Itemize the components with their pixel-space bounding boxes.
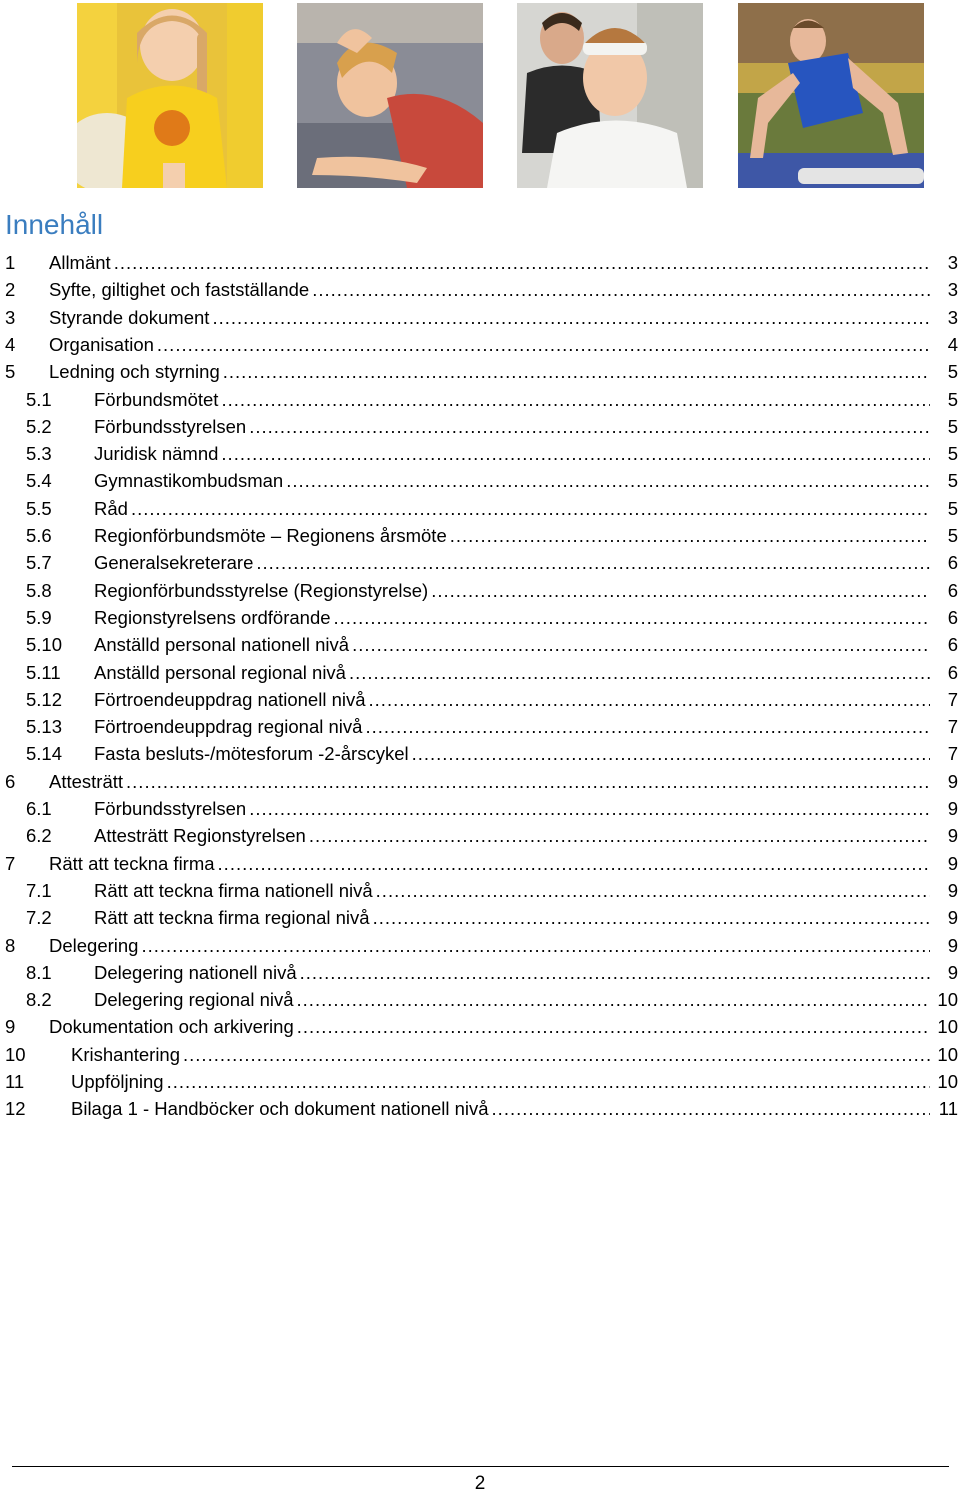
toc-entry[interactable] <box>0 822 960 849</box>
toc-entry-title[interactable]: Förbundsstyrelsen <box>94 415 247 437</box>
photo-woman-stretching <box>297 3 483 188</box>
toc-entry[interactable] <box>0 522 960 549</box>
toc-entry-number: 7.1 <box>26 879 52 901</box>
toc-entry-page: 9 <box>947 907 958 929</box>
toc-entry-leader <box>94 467 932 494</box>
toc-entry-number: 6 <box>5 770 16 792</box>
toc-entry-leader <box>94 877 932 904</box>
toc-entry-leader <box>94 604 932 631</box>
toc-entry-leader <box>94 495 932 522</box>
toc-entry-page: 9 <box>947 879 958 901</box>
toc-dot-leader <box>221 386 930 413</box>
toc-dot-leader <box>349 659 930 686</box>
toc-entry-page: 7 <box>947 716 958 738</box>
toc-entry-page: 10 <box>937 1071 958 1092</box>
toc-dot-leader <box>373 904 930 931</box>
toc-entry-title[interactable]: Delegering regional nivå <box>94 989 294 1011</box>
toc-entry-page: 9 <box>947 770 958 792</box>
toc-entry-page: 9 <box>947 852 958 874</box>
toc-entry[interactable] <box>0 249 960 276</box>
toc-entry-leader <box>94 659 932 686</box>
toc-entry-page: 5 <box>947 525 958 546</box>
toc-entry-number: 9 <box>5 1016 16 1038</box>
toc-entry-leader <box>49 358 932 385</box>
page-number: 2 <box>474 1473 486 1494</box>
toc-entry-number: 8 <box>5 934 16 956</box>
toc-entry-page: 9 <box>947 961 958 983</box>
toc-entry-leader <box>94 713 932 740</box>
toc-entry-page: 5 <box>947 388 958 410</box>
toc-entry-leader <box>94 386 932 413</box>
toc-dot-leader <box>365 713 930 740</box>
toc-entry-number: 11 <box>5 1071 25 1092</box>
toc-entry-title[interactable]: Förbundsmötet <box>94 388 219 410</box>
toc-dot-leader <box>297 1013 930 1040</box>
toc-entry-title[interactable]: Rätt att teckna firma nationell nivå <box>94 879 373 901</box>
toc-entry[interactable] <box>0 740 960 767</box>
toc-entry-leader <box>94 440 932 467</box>
toc-entry-number: 5.6 <box>26 525 52 546</box>
toc-entry-number: 5.5 <box>26 497 52 519</box>
toc-entry-page: 5 <box>947 443 958 465</box>
toc-entry[interactable] <box>0 1041 960 1068</box>
toc-entry-title[interactable]: Attesträtt <box>49 770 124 792</box>
toc-entry-title[interactable]: Attesträtt Regionstyrelsen <box>94 825 306 847</box>
toc-entry-leader <box>94 577 932 604</box>
toc-entry[interactable] <box>0 358 960 385</box>
toc-entry-title[interactable]: Rätt att teckna firma <box>49 852 215 874</box>
toc-entry-number: 5.10 <box>26 634 63 656</box>
toc-entry[interactable] <box>0 768 960 795</box>
toc-entry-leader <box>94 686 932 713</box>
toc-entry-page: 3 <box>947 306 958 328</box>
toc-entry-title[interactable]: Anställd personal regional nivå <box>94 661 346 683</box>
toc-entry-leader <box>49 850 932 877</box>
toc-entry-leader <box>49 249 932 276</box>
toc-entry-page: 3 <box>947 252 958 273</box>
toc-entry-number: 3 <box>5 306 16 328</box>
toc-dot-leader <box>369 686 930 713</box>
toc-entry[interactable] <box>0 413 960 440</box>
toc-entry[interactable] <box>0 877 960 904</box>
toc-entry-title[interactable]: Organisation <box>49 333 154 355</box>
toc-entry-number: 5 <box>5 361 16 383</box>
toc-entry-title[interactable]: Förtroendeuppdrag regional nivå <box>94 716 363 738</box>
toc-dot-leader <box>376 877 930 904</box>
toc-entry[interactable] <box>0 631 960 658</box>
toc-entry-title[interactable]: Regionförbundsstyrelse (Regionstyrelse) <box>94 579 429 601</box>
toc-entry-title[interactable]: Regionstyrelsens ordförande <box>94 606 331 628</box>
toc-dot-leader <box>249 413 930 440</box>
toc-entry-number: 5.12 <box>26 688 63 710</box>
toc-dot-leader <box>131 495 930 522</box>
toc-entry-title[interactable]: Allmänt <box>49 252 111 273</box>
toc-entry-page: 11 <box>938 1098 958 1120</box>
toc-entry-leader <box>49 932 932 959</box>
toc-entry-page: 5 <box>947 415 958 437</box>
toc-dot-leader <box>114 249 930 276</box>
toc-entry[interactable] <box>0 713 960 740</box>
toc-dot-leader <box>221 440 930 467</box>
toc-entry-page: 9 <box>947 934 958 956</box>
toc-entry-leader <box>71 1068 932 1095</box>
toc-entry-number: 5.4 <box>26 470 52 492</box>
toc-entry-title[interactable]: Råd <box>94 497 128 519</box>
photo-aerobics-class <box>517 3 703 188</box>
toc-entry-page: 6 <box>947 552 958 574</box>
toc-dot-leader <box>167 1068 930 1095</box>
toc-entry-page: 6 <box>947 634 958 656</box>
toc-entry-leader <box>94 904 932 931</box>
photo-gymnast-vault <box>738 3 924 188</box>
toc-dot-leader <box>218 850 930 877</box>
toc-entry-leader <box>71 1095 932 1122</box>
toc-entry-page: 3 <box>947 279 958 301</box>
toc-dot-leader <box>431 577 930 604</box>
toc-entry-title[interactable]: Delegering <box>49 934 139 956</box>
toc-entry-number: 8.1 <box>26 961 52 983</box>
toc-entry[interactable] <box>0 686 960 713</box>
toc-entry-leader <box>94 631 932 658</box>
toc-entry[interactable] <box>0 331 960 358</box>
toc-entry-page: 10 <box>937 1043 958 1065</box>
toc-entry-page: 6 <box>947 661 958 683</box>
toc-entry[interactable] <box>0 440 960 467</box>
toc-entry-page: 9 <box>947 798 958 819</box>
toc-entry-title[interactable]: Juridisk nämnd <box>94 443 219 465</box>
toc-entry-title[interactable]: Rätt att teckna firma regional nivå <box>94 907 370 929</box>
toc-dot-leader <box>312 276 930 303</box>
toc-entry-number: 12 <box>5 1098 26 1120</box>
toc-entry-title[interactable]: Uppföljning <box>71 1071 164 1092</box>
toc-entry-page: 4 <box>947 333 958 355</box>
toc-entry-page: 7 <box>947 688 958 710</box>
toc-dot-leader <box>450 522 930 549</box>
toc-dot-leader <box>249 795 930 822</box>
toc-entry[interactable] <box>0 549 960 576</box>
toc-dot-leader <box>297 986 930 1013</box>
toc-entry-title[interactable]: Förtroendeuppdrag nationell nivå <box>94 688 366 710</box>
toc-entry[interactable] <box>0 795 960 822</box>
toc-entry-leader <box>94 740 932 767</box>
toc-entry[interactable] <box>0 904 960 931</box>
toc-entry-number: 10 <box>5 1043 26 1065</box>
toc-entry-number: 1 <box>5 252 16 273</box>
toc-entry[interactable] <box>0 495 960 522</box>
toc-entry[interactable] <box>0 659 960 686</box>
toc-entry-page: 9 <box>947 825 958 847</box>
toc-entry-leader <box>94 522 932 549</box>
toc-entry-title[interactable]: Dokumentation och arkivering <box>49 1016 294 1038</box>
header-photo-strip <box>0 0 960 190</box>
toc-entry[interactable] <box>0 276 960 303</box>
toc-entry-number: 7.2 <box>26 907 52 929</box>
toc-entry-title[interactable]: Ledning och styrning <box>49 361 220 383</box>
toc-entry-number: 5.1 <box>26 388 52 410</box>
toc-entry[interactable] <box>0 304 960 331</box>
toc-entry[interactable] <box>0 932 960 959</box>
toc-entry[interactable] <box>0 986 960 1013</box>
toc-entry-leader <box>94 959 932 986</box>
toc-entry[interactable] <box>0 467 960 494</box>
toc-entry[interactable] <box>0 1013 960 1040</box>
toc-entry-number: 5.13 <box>26 716 63 738</box>
toc-entry-number: 6.1 <box>26 798 52 819</box>
toc-dot-leader <box>412 740 930 767</box>
toc-entry[interactable] <box>0 1068 960 1095</box>
toc-entry-leader <box>94 822 932 849</box>
toc-entry-page: 6 <box>947 579 958 601</box>
toc-entry-title[interactable]: Syfte, giltighet och fastställande <box>49 279 310 301</box>
toc-entry-number: 5.2 <box>26 415 52 437</box>
toc-dot-leader <box>212 304 930 331</box>
toc-entry-leader <box>94 795 932 822</box>
toc-entry-page: 10 <box>937 1016 958 1038</box>
toc-entry-title[interactable]: Styrande dokument <box>49 306 210 328</box>
footer-rule <box>12 1466 949 1467</box>
toc-entry-leader <box>94 549 932 576</box>
toc-entry[interactable] <box>0 386 960 413</box>
toc-dot-leader <box>126 768 930 795</box>
toc-entry-page: 6 <box>947 606 958 628</box>
toc-entry-number: 6.2 <box>26 825 52 847</box>
toc-entry-leader <box>49 1013 932 1040</box>
toc-entry-number: 4 <box>5 333 16 355</box>
toc-dot-leader <box>183 1041 930 1068</box>
toc-dot-leader <box>286 467 930 494</box>
toc-dot-leader <box>334 604 930 631</box>
toc-entry-page: 5 <box>947 497 958 519</box>
toc-entry-title[interactable]: Gymnastikombudsman <box>94 470 284 492</box>
toc-dot-leader <box>141 932 930 959</box>
toc-entry-title[interactable]: Krishantering <box>71 1043 181 1065</box>
toc-entry-number: 5.11 <box>26 661 61 683</box>
toc-entry-number: 5.8 <box>26 579 52 601</box>
toc-entry-leader <box>49 304 932 331</box>
toc-entry-leader <box>71 1041 932 1068</box>
toc-entry-page: 7 <box>947 743 958 765</box>
toc-entry-number: 8.2 <box>26 989 52 1011</box>
toc-entry-number: 5.7 <box>26 552 52 574</box>
toc-entry-number: 5.9 <box>26 606 52 628</box>
toc-heading: Innehåll <box>5 209 104 240</box>
toc-dot-leader <box>309 822 930 849</box>
toc-entry-title[interactable]: Delegering nationell nivå <box>94 961 297 983</box>
toc-entry[interactable] <box>0 604 960 631</box>
toc-entry[interactable] <box>0 850 960 877</box>
toc-entry-number: 5.14 <box>26 743 63 765</box>
toc-dot-leader <box>300 959 930 986</box>
toc-entry-leader <box>49 276 932 303</box>
toc-entry-title[interactable]: Anställd personal nationell nivå <box>94 634 350 656</box>
toc-entry[interactable] <box>0 959 960 986</box>
toc-entry-title[interactable]: Bilaga 1 - Handböcker och dokument nationell nivå <box>71 1098 489 1120</box>
toc-entry-leader <box>94 986 932 1013</box>
toc-entry-leader <box>94 413 932 440</box>
toc-entry-number: 5.3 <box>26 443 52 465</box>
toc-entry[interactable] <box>0 577 960 604</box>
toc-entry-page: 5 <box>947 361 958 383</box>
toc-dot-leader <box>256 549 930 576</box>
toc-dot-leader <box>352 631 930 658</box>
toc-entry[interactable] <box>0 1095 960 1122</box>
toc-entry-title[interactable]: Fasta besluts-/mötesforum -2-årscykel <box>94 743 409 765</box>
toc-entry-number: 7 <box>5 852 16 874</box>
toc-entry-page: 10 <box>937 989 958 1011</box>
toc-entry-leader <box>49 768 932 795</box>
toc-entry-leader <box>49 331 932 358</box>
toc-entry-title[interactable]: Förbundsstyrelsen <box>94 798 247 819</box>
toc-entry-page: 5 <box>947 470 958 492</box>
toc-dot-leader <box>492 1095 930 1122</box>
toc-entry-title[interactable]: Regionförbundsmöte – Regionens årsmöte <box>94 525 447 546</box>
toc-dot-leader <box>223 358 930 385</box>
toc-dot-leader <box>157 331 930 358</box>
toc-entry-number: 2 <box>5 279 16 301</box>
photo-child-gympa <box>77 3 263 188</box>
toc-entry-title[interactable]: Generalsekreterare <box>94 552 254 574</box>
